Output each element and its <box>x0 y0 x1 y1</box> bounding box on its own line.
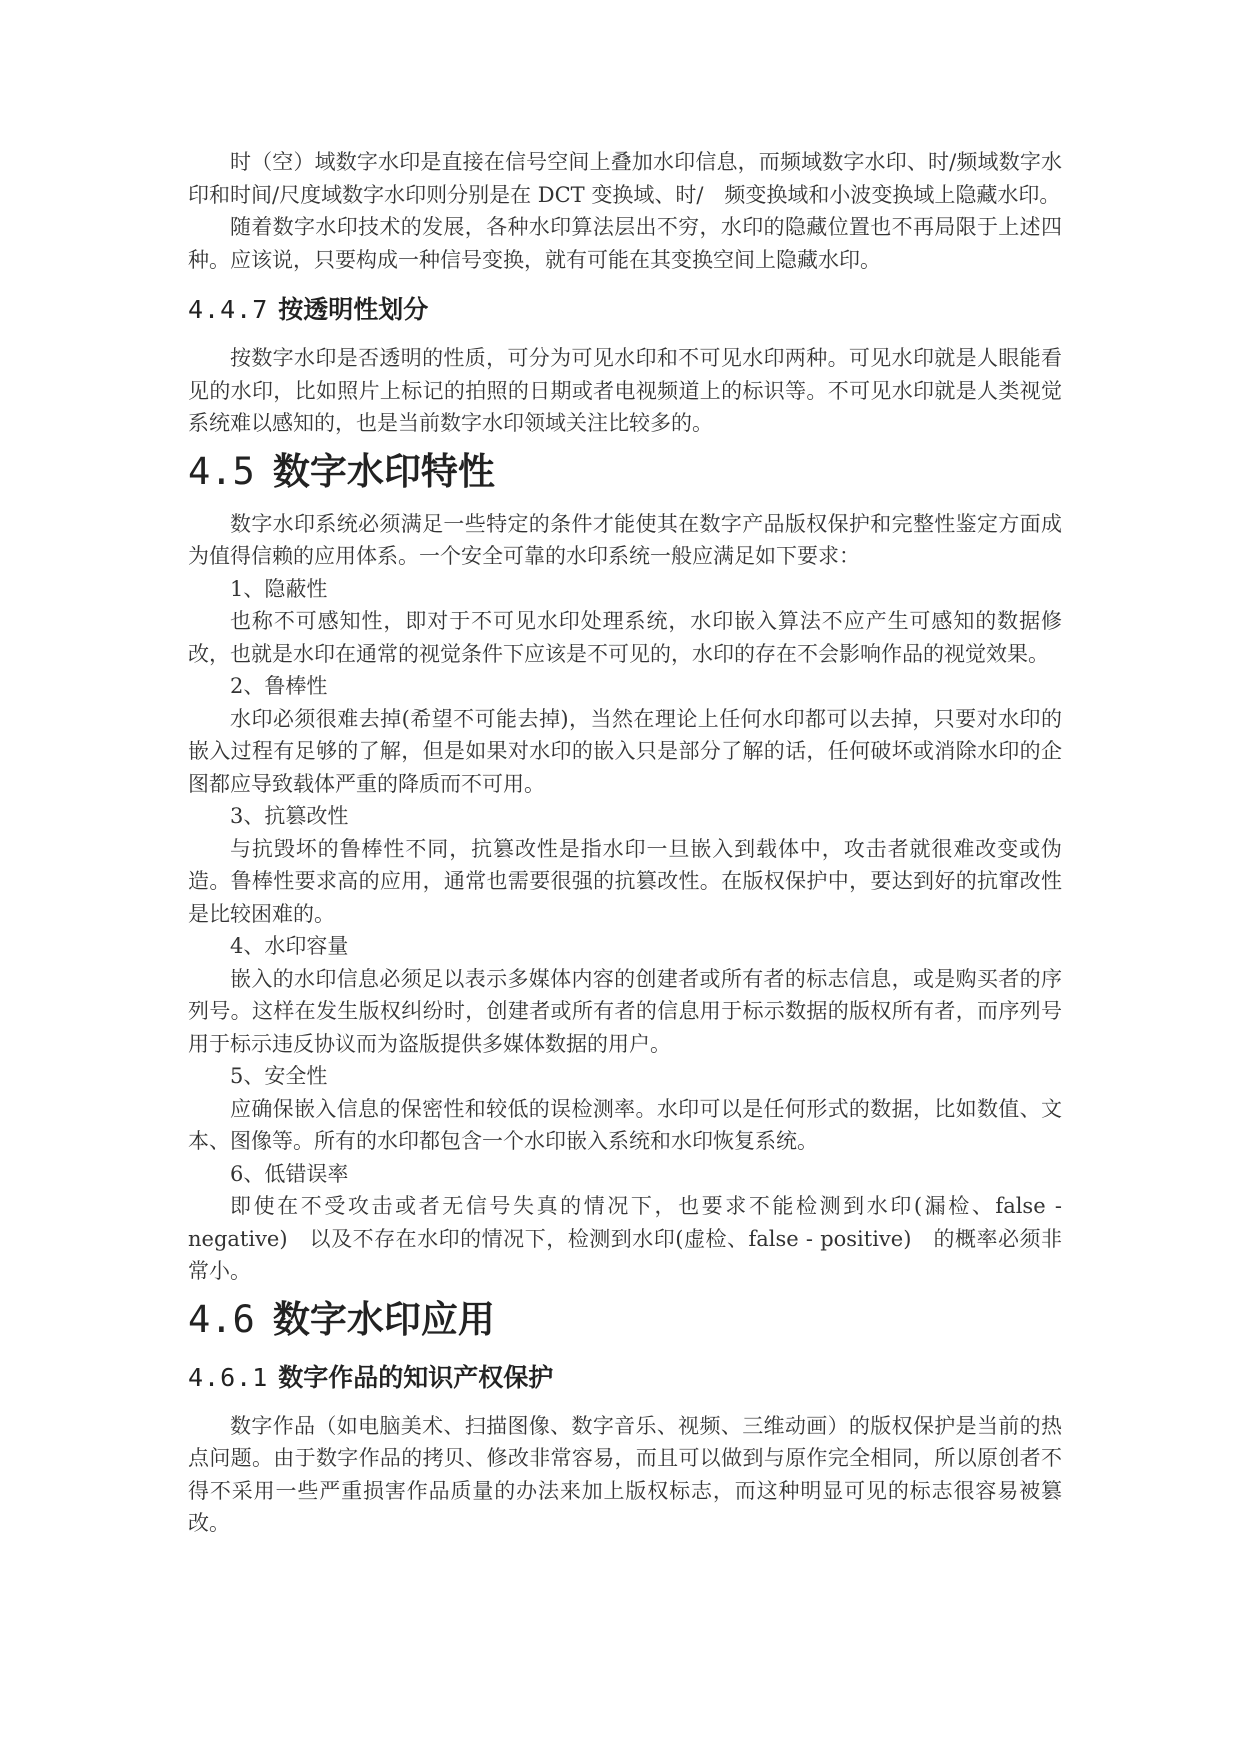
section-4-5-paragraph: 数字水印系统必须满足一些特定的条件才能使其在数字产品版权保护和完整性鉴定方面成为值得信赖的应用体系。一个安全可靠的水印系统一般应满足如下要求： <box>188 511 1062 568</box>
section-title: 按透明性划分 <box>278 295 429 324</box>
intro-paragraph-2: 随着数字水印技术的发展，各种水印算法层出不穷，水印的隐藏位置也不再局限于上述四种。应该说，只要构成一种信号变换，就有可能在其变换空间上隐藏水印。 <box>188 215 1062 272</box>
section-4-6-heading <box>188 1296 1062 1344</box>
requirement-text: 水印必须很难去掉(希望不可能去掉)，当然在理论上任何水印都可以去掉，只要对水印的嵌入过程有足够的了解，但是如果对水印的嵌入只是部分了解的话，任何破坏或消除水印的企图都应导致载体严重的降质而不可用。 <box>188 706 1062 796</box>
requirement-text: 也称不可感知性，即对于不可见水印处理系统，水印嵌入算法不应产生可感知的数据修改，也就是水印在通常的视觉条件下应该是不可见的，水印的存在不会影响作品的视觉效果。 <box>188 609 1062 666</box>
section-4-5-heading <box>188 448 1062 496</box>
section-4-6-1-paragraph: 数字作品（如电脑美术、扫描图像、数字音乐、视频、三维动画）的版权保护是当前的热点问题。由于数字作品的拷贝、修改非常容易，而且可以做到与原作完全相同，所以原创者不得不采用一些严重损害作品质量的办法来加上版权标志，而这种明显可见的标志很容易被篡改。 <box>188 1413 1062 1535</box>
requirement-label: 6、低错误率 <box>230 1161 349 1186</box>
section-title: 数字作品的知识产权保护 <box>278 1362 554 1392</box>
section-title: 数字水印特性 <box>272 449 495 493</box>
section-number: 4.6 <box>188 1297 255 1341</box>
document-page <box>188 146 1062 1540</box>
section-4-4-7-heading <box>188 290 1062 330</box>
requirement-label: 1、隐蔽性 <box>230 576 328 601</box>
requirement-text: 即使在不受攻击或者无信号失真的情况下，也要求不能检测到水印(漏检、false -negative) 以及不存在水印的情况下，检测到水印(虚检、false - positive) 的概率必须非常小。 <box>188 1194 1062 1283</box>
requirement-label: 4、水印容量 <box>230 934 349 958</box>
section-4-6-1-heading <box>188 1358 1062 1398</box>
requirement-text: 嵌入的水印信息必须足以表示多媒体内容的创建者或所有者的标志信息，或是购买者的序列号。这样在发生版权纠纷时，创建者或所有者的信息用于标示数据的版权所有者，而序列号用于标示违反协议而为盗版提供多媒体数据的用户。 <box>188 966 1062 1056</box>
requirement-label: 5、安全性 <box>230 1064 328 1088</box>
section-number: 4.6.1 <box>188 1362 269 1392</box>
requirement-text: 与抗毁坏的鲁棒性不同，抗篡改性是指水印一旦嵌入到载体中，攻击者就很难改变或伪造。鲁棒性要求高的应用，通常也需要很强的抗篡改性。在版权保护中，要达到好的抗窜改性是比较困难的。 <box>188 836 1062 926</box>
intro-paragraph-1: 时（空）域数字水印是直接在信号空间上叠加水印信息，而频域数字水印、时/频域数字水印和时间/尺度域数字水印则分别是在 DCT 变换域、时/ 频变换域和小波变换域上隐藏水印。 <box>188 150 1062 207</box>
requirement-label: 3、抗篡改性 <box>230 804 349 828</box>
section-4-4-7-paragraph: 按数字水印是否透明的性质，可分为可见水印和不可见水印两种。可见水印就是人眼能看见的水印，比如照片上标记的拍照的日期或者电视频道上的标识等。不可见水印就是人类视觉系统难以感知的，也是当前数字水印领域关注比较多的。 <box>188 346 1062 435</box>
requirement-label: 2、鲁棒性 <box>230 674 328 698</box>
section-number: 4.4.7 <box>188 295 269 324</box>
requirement-text: 应确保嵌入信息的保密性和较低的误检测率。水印可以是任何形式的数据，比如数值、文本、图像等。所有的水印都包含一个水印嵌入系统和水印恢复系统。 <box>188 1096 1062 1153</box>
section-number: 4.5 <box>188 449 255 493</box>
section-title: 数字水印应用 <box>272 1297 495 1341</box>
